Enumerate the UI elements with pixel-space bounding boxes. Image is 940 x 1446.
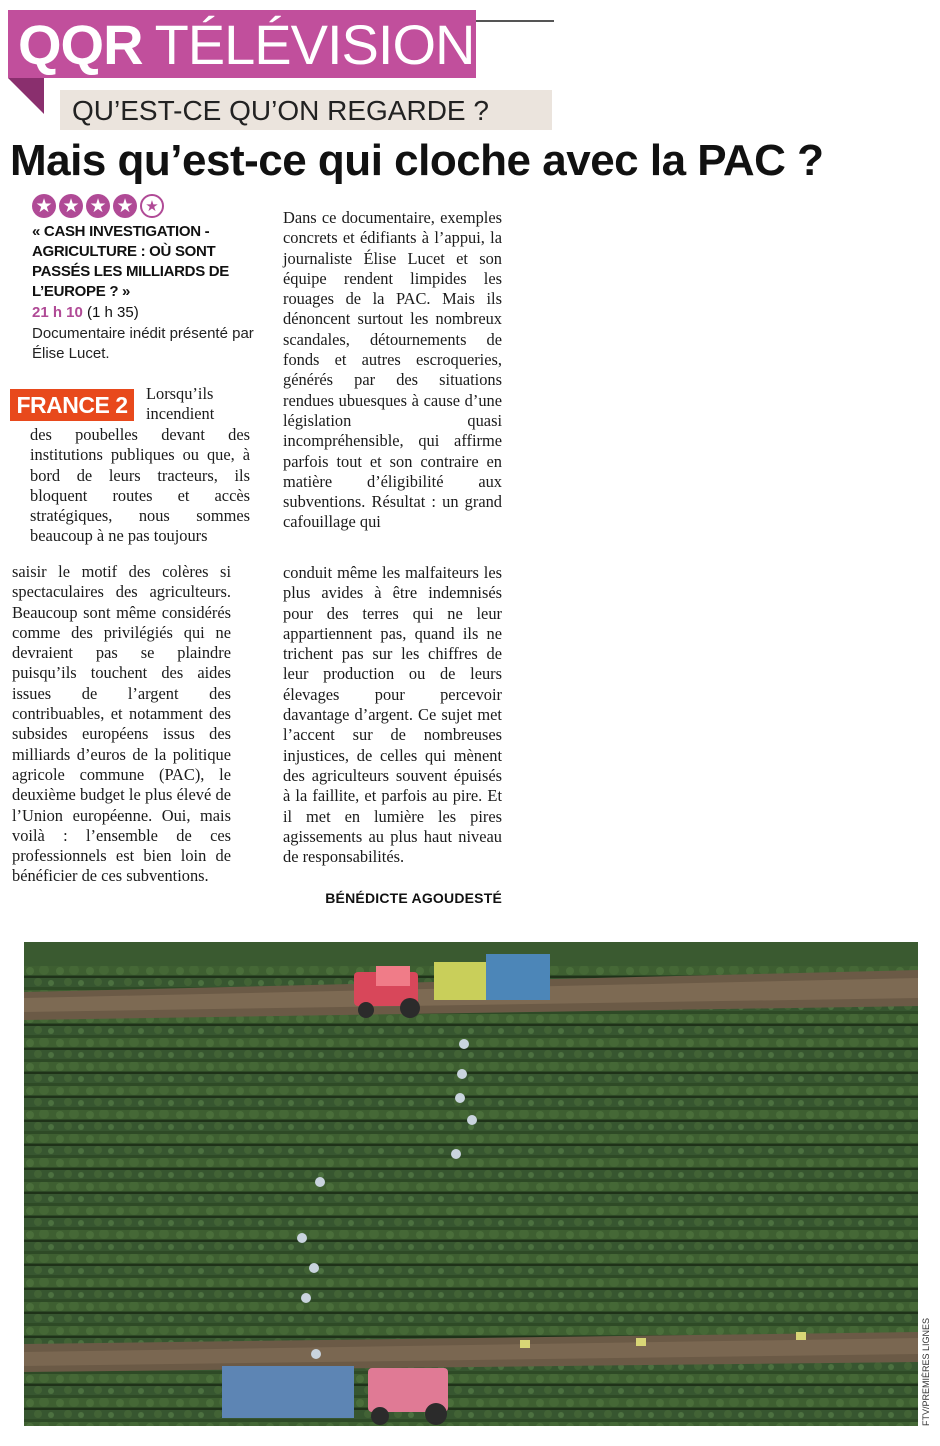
- program-duration: (1 h 35): [87, 304, 139, 321]
- program-time: 21 h 10: [32, 304, 83, 321]
- star-filled-icon: ★: [86, 194, 110, 218]
- star-empty-icon: ★: [140, 194, 164, 218]
- star-filled-icon: ★: [59, 194, 83, 218]
- article-col2-low: conduit même les malfaiteurs les plus avides à être indemnisés pour des terres qui ne leur appartiennent pas, quand ils ne trichent pas sur les chiffres de leur production ou de leurs élevages pour percevoir davantage d’argent. Ce sujet met l’accent sur de nombreuses injustices, de celles qui mènent des agriculteurs souvent épuisés à la faillite, et parfois au pire. Et il met en lumière les pires agissements au plus haut niveau de responsabilités.: [283, 563, 502, 867]
- article-col1-low: saisir le motif des colères si spectaculaires des agriculteurs. Beaucoup sont même considérés comme des privilégiés qui ne devraient pas se plaindre puisqu’ils touchent des aides issues de l’argent des contribuables, et notamment des subsides européens issus des milliards d’euros de la politique agricole commune (PAC), le deuxième budget le plus élevé de l’Union européenne. Oui, mais voilà : l’ensemble de ces professionnels est bien loin de bénéficier de ces subventions.: [12, 562, 231, 886]
- banner-title: [18, 14, 474, 76]
- article-col2-top: Dans ce documentaire, exemples concrets et édifiants à l’appui, la journaliste Élise Lucet et son équipe rendent limpides les rouages de la PAC. Mais ils dénoncent surtout les nombreux scandales, détournements de fonds et autres escroqueries, générés par des situations rendues ubuesques à cause d’une législation quasi incompréhensible, qui affirme parfois tout et son contraire en matière d’éligibilité aux subventions. Résultat : un grand cafouillage qui: [283, 208, 502, 532]
- article-col1-main: des poubelles devant des institutions publiques ou que, à bord de leurs tracteurs, ils bloquent routes et accès stratégiques, nous sommes beaucoup à ne pas toujours: [30, 425, 250, 546]
- program-title: « CASH INVESTIGATION - AGRICULTURE : OÙ SONT PASSÉS LES MILLIARDS DE L’EUROPE ? »: [32, 223, 230, 300]
- program-schedule: [32, 303, 139, 323]
- program-description: Documentaire inédit présenté par Élise Lucet.: [32, 325, 254, 362]
- section-label: TÉLÉVISION: [154, 13, 475, 76]
- aerial-field-image: [24, 942, 918, 1426]
- channel-badge: FRANCE 2: [10, 389, 134, 421]
- headline: Mais qu’est-ce qui cloche avec la PAC ?: [10, 136, 824, 185]
- top-rule: [476, 20, 554, 22]
- star-filled-icon: ★: [113, 194, 137, 218]
- subtitle-text: QU’EST-CE QU’ON REGARDE ?: [72, 95, 489, 126]
- rating-stars: [32, 194, 164, 218]
- article-col1-top: Lorsqu’ils incendient: [146, 384, 215, 424]
- star-filled-icon: ★: [32, 194, 56, 218]
- author-signature: BÉNÉDICTE AGOUDESTÉ: [325, 890, 502, 906]
- banner-fold: [8, 78, 44, 114]
- brand-label: QQR: [18, 13, 143, 76]
- photo-credit: FTV/PREMIÈRES LIGNES: [921, 1317, 931, 1426]
- article-photo: [24, 942, 918, 1426]
